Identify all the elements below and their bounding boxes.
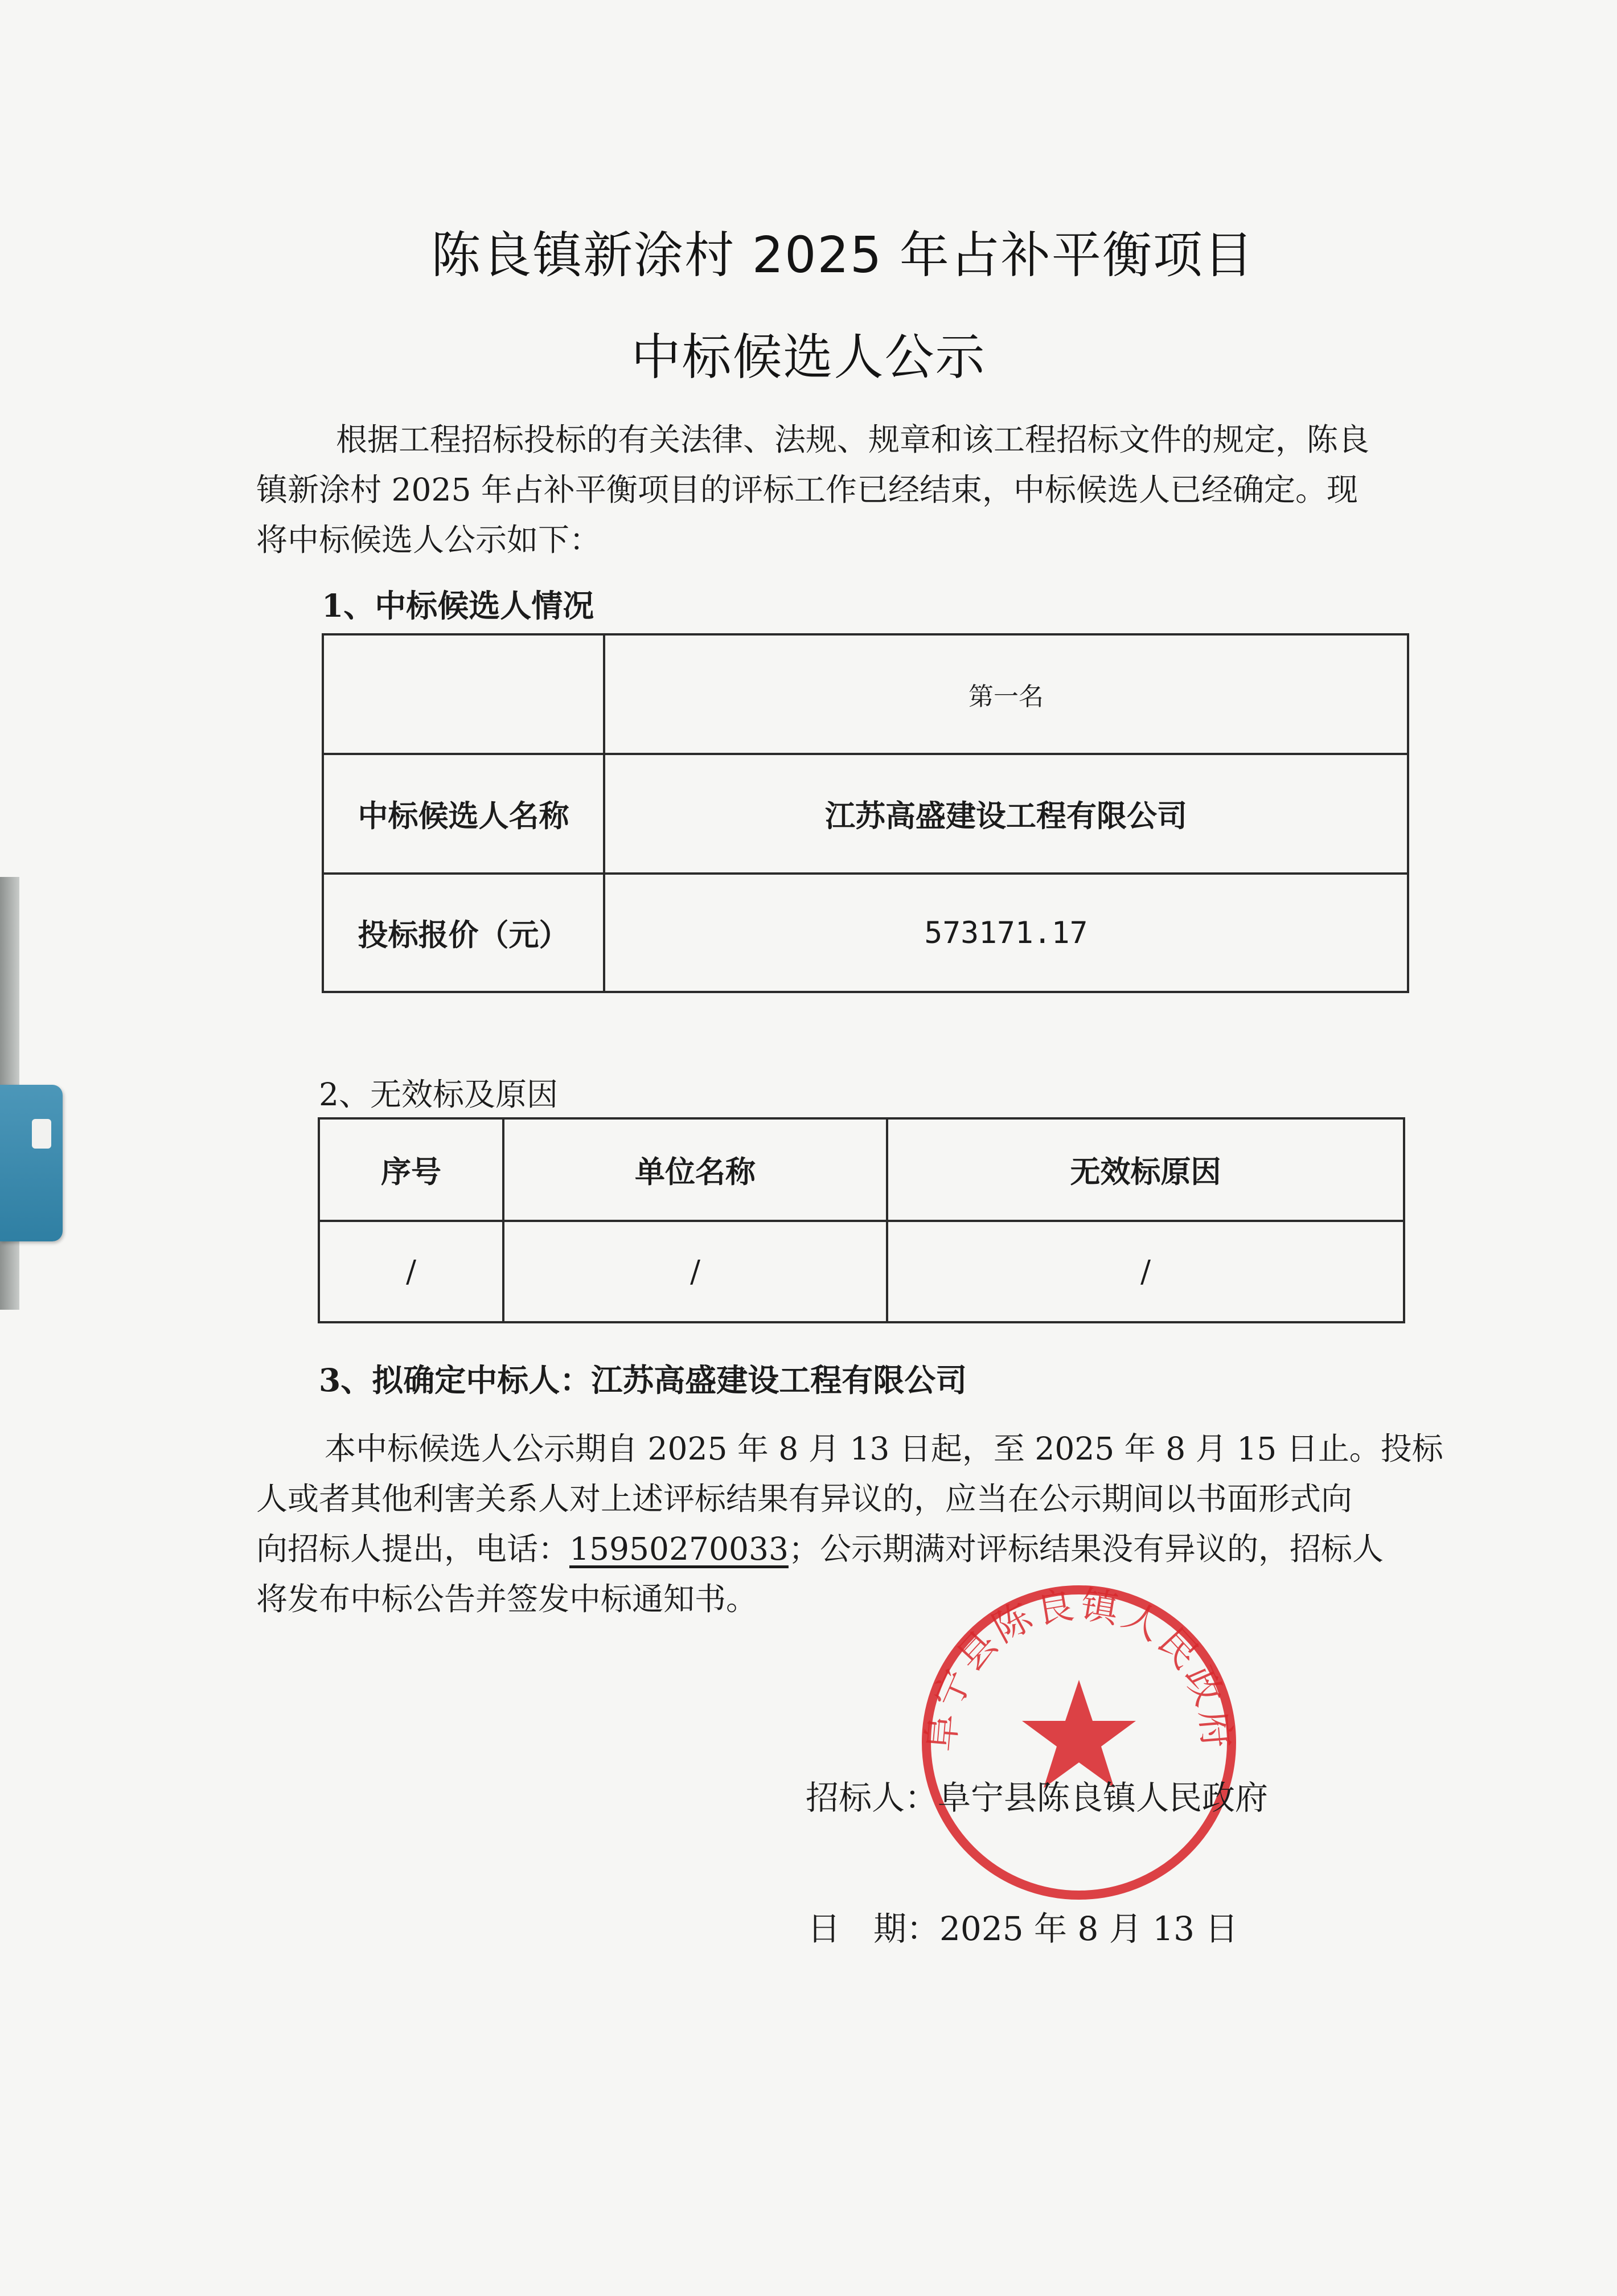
notice-line: 将发布中标公告并签发中标通知书。 xyxy=(256,1581,758,1617)
candidate-name-label: 中标候选人名称 xyxy=(323,754,604,874)
official-seal xyxy=(914,1577,1244,1908)
section-1-heading: 1、中标候选人情况 xyxy=(322,587,594,624)
section-3-line xyxy=(319,1355,967,1400)
document-title: 陈良镇新涂村 2025 年占补平衡项目 xyxy=(431,226,1254,284)
winning-bidder: 江苏高盛建设工程有限公司 xyxy=(591,1362,967,1399)
candidate-name-value: 江苏高盛建设工程有限公司 xyxy=(604,754,1408,874)
cell-serial: / xyxy=(319,1221,503,1322)
bid-price-label: 投标报价（元） xyxy=(323,874,604,992)
intro-line: 根据工程招标投标的有关法律、法规、规章和该工程招标文件的规定，陈良 xyxy=(336,421,1370,458)
header-unit-name: 单位名称 xyxy=(503,1118,887,1221)
section-3-prefix: 3、拟确定中标人： xyxy=(319,1362,592,1399)
notice-line: 人或者其他利害关系人对上述评标结果有异议的，应当在公示期间以书面形式向 xyxy=(256,1481,1353,1517)
intro-line: 镇新涂村 2025 年占补平衡项目的评标工作已经结束，中标候选人已经确定。现 xyxy=(256,472,1358,508)
invalid-bid-table xyxy=(318,1117,1405,1323)
binder-clip xyxy=(0,1085,63,1241)
bid-price-value: 573171.17 xyxy=(604,874,1408,992)
date-label: 日 期： xyxy=(807,1909,940,1948)
section-2-heading: 2、无效标及原因 xyxy=(319,1076,558,1113)
header-reason: 无效标原因 xyxy=(887,1118,1404,1221)
notice-line: 向招标人提出，电话：15950270033；公示期满对评标结果没有异议的，招标人 xyxy=(256,1531,1384,1567)
date-line xyxy=(807,1902,1238,1950)
intro-line: 将中标候选人公示如下： xyxy=(256,522,601,558)
date-value: 2025 年 8 月 13 日 xyxy=(939,1909,1238,1948)
header-serial: 序号 xyxy=(319,1118,503,1221)
notice-line: 本中标候选人公示期自 2025 年 8 月 13 日起，至 2025 年 8 月 15 日止。投标 xyxy=(325,1430,1443,1467)
contact-phone: 15950270033 xyxy=(569,1531,789,1567)
empty-corner-cell xyxy=(323,634,604,754)
tenderer-name: 阜宁县陈良镇人民政府 xyxy=(938,1778,1269,1817)
rank-cell: 第一名 xyxy=(604,634,1408,754)
document-subtitle: 中标候选人公示 xyxy=(631,328,986,386)
cell-unit-name: / xyxy=(503,1221,887,1322)
cell-reason: / xyxy=(887,1221,1404,1322)
seal-text: 阜宁县陈良镇人民政府 xyxy=(918,1582,1240,1753)
tenderer-label: 招标人： xyxy=(806,1778,938,1817)
intro-paragraph xyxy=(256,415,1381,565)
tenderer-line xyxy=(806,1771,1268,1819)
candidate-table xyxy=(322,633,1409,993)
